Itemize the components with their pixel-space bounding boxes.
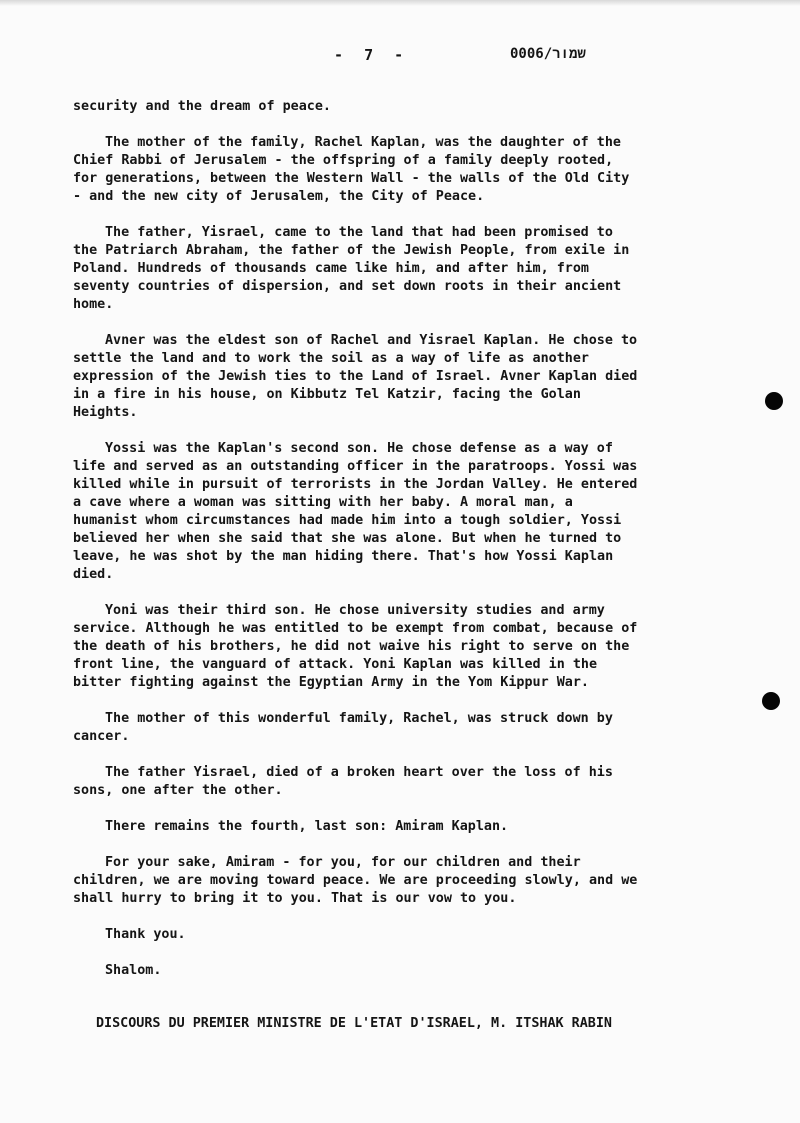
- footer-title: DISCOURS DU PREMIER MINISTRE DE L'ETAT D'ISRAEL, M. ITSHAK RABIN: [96, 1016, 612, 1031]
- paragraph-yoni: Yoni was their third son. He chose university studies and army service. Although he was entitled to be exempt from combat, because of the death of his brothers, he did not waive his right to serve on the front line, the vanguard of attack. Yoni Kaplan was killed in the bitter fighting against the Egyptian Army in the Yom Kippur War.: [73, 603, 638, 690]
- paragraph-peace: For your sake, Amiram - for you, for our children and their children, we are moving toward peace. We are proceeding slowly, and we shall hurry to bring it to you. That is our vow to you.: [73, 855, 638, 906]
- paragraph-shalom: Shalom.: [105, 963, 162, 978]
- paragraph-avner: Avner was the eldest son of Rachel and Yisrael Kaplan. He chose to settle the land and to work the soil as a way of life as another expression of the Jewish ties to the Land of Israel. Avner Kaplan died in a fire in his house, on Kibbutz Tel Katzir, facing the Golan Heights.: [73, 333, 638, 420]
- punch-hole-upper: [765, 392, 783, 410]
- paragraph-mother: The mother of the family, Rachel Kaplan, was the daughter of the Chief Rabbi of Jerusalem - the offspring of a family deeply rooted, for generations, between the Western Wall - the walls of the Old City - and the new city of Jerusalem, the City of Peace.: [73, 135, 630, 204]
- paragraph-amiram: There remains the fourth, last son: Amiram Kaplan.: [105, 819, 509, 834]
- punch-hole-lower: [762, 692, 780, 710]
- paragraph-continuation: security and the dream of peace.: [73, 99, 331, 114]
- paragraph-thanks: Thank you.: [105, 927, 186, 942]
- document-reference: שמור/0006: [510, 46, 586, 62]
- scan-edge: [0, 0, 800, 6]
- paragraph-yossi: Yossi was the Kaplan's second son. He chose defense as a way of life and served as an outstanding officer in the paratroops. Yossi was killed while in pursuit of terrorists in the Jordan Valley. He entered a cave where a woman was sitting with her baby. A moral man, a humanist whom circumstances had made him into a tough soldier, Yossi believed her when she said that she was alone. But when he turned to leave, he was shot by the man hiding there. That's how Yossi Kaplan died.: [73, 441, 638, 582]
- page-number: - 7 -: [334, 46, 405, 64]
- paragraph-rachel: The mother of this wonderful family, Rachel, was struck down by cancer.: [73, 711, 613, 744]
- paragraph-father: The father, Yisrael, came to the land that had been promised to the Patriarch Abraham, the father of the Jewish People, from exile in Poland. Hundreds of thousands came like him, and after him, from seventy countries of dispersion, and set down roots in their ancient home.: [73, 225, 630, 312]
- document-body: [73, 98, 653, 998]
- paragraph-yisrael: The father Yisrael, died of a broken heart over the loss of his sons, one after the other.: [73, 765, 613, 798]
